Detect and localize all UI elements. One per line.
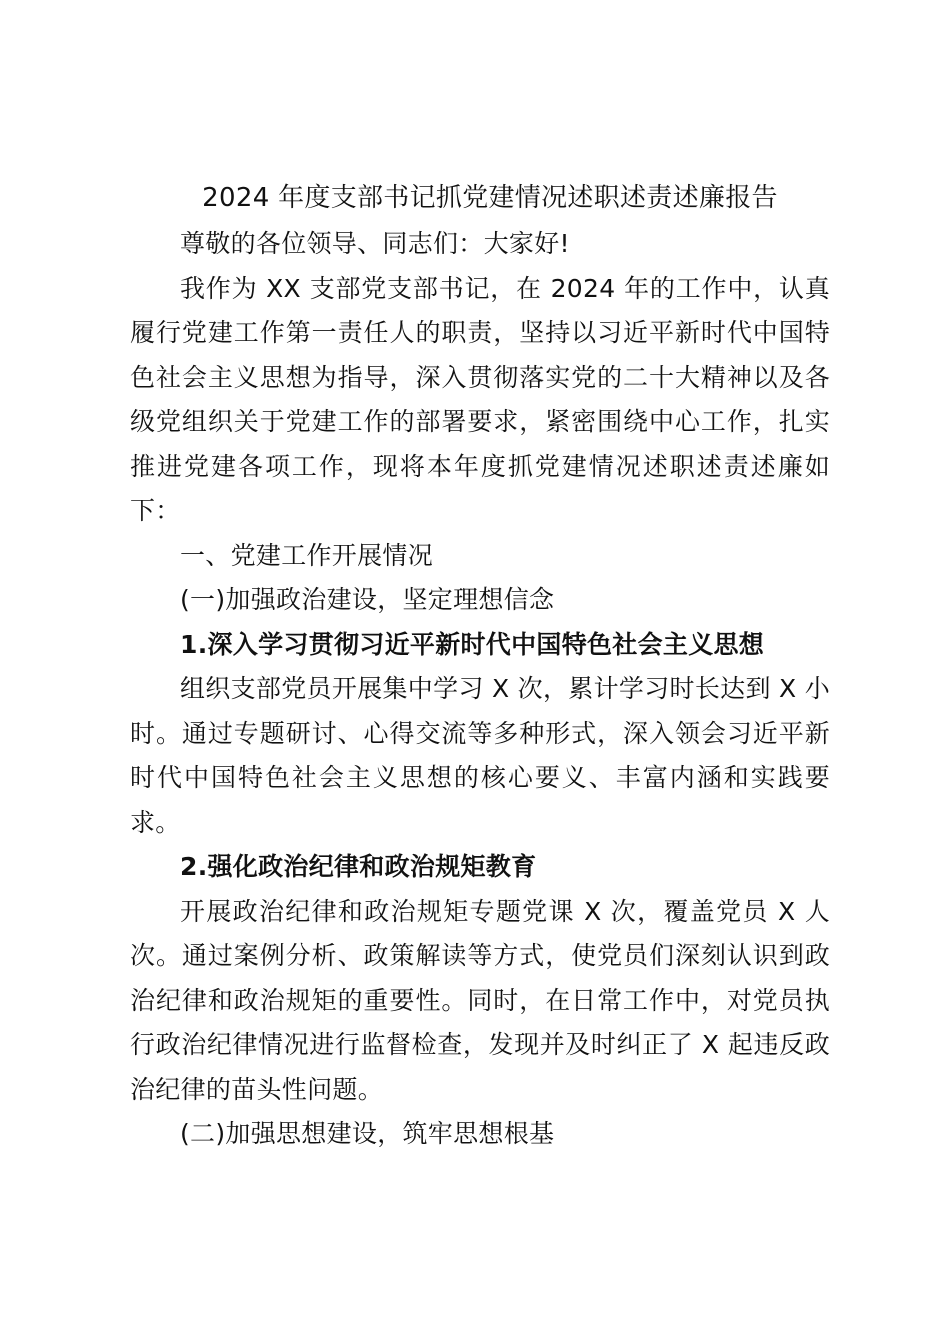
- section-heading-1: 一、党建工作开展情况: [180, 540, 434, 570]
- document-body: [130, 176, 830, 1157]
- subsection-heading-1: (一)加强政治建设，坚定理想信念: [180, 585, 555, 614]
- item-paragraph-1: 组织支部党员开展集中学习 X 次，累计学习时长达到 X 小时。通过专题研讨、心得交流等多种形式，深入领会习近平新时代中国特色社会主义思想的核心要义、丰富内涵和实践要求。: [130, 674, 830, 837]
- document-title: 2024 年度支部书记抓党建情况述职述责述廉报告: [202, 183, 778, 213]
- item-paragraph-2: 开展政治纪律和政治规矩专题党课 X 次，覆盖党员 X 人次。通过案例分析、政策解读等方式，使党员们深刻认识到政治纪律和政治规矩的重要性。同时，在日常工作中，对党员执行政治纪律情况进行监督检查，发现并及时纠正了 X 起违反政治纪律的苗头性问题。: [130, 896, 830, 1104]
- item-heading-2: 2.强化政治纪律和政治规矩教育: [180, 852, 537, 881]
- item-heading-1: 1.深入学习贯彻习近平新时代中国特色社会主义思想: [180, 629, 765, 659]
- subsection-heading-2: (二)加强思想建设，筑牢思想根基: [180, 1119, 555, 1148]
- salutation: 尊敬的各位领导、同志们：大家好!: [180, 229, 570, 258]
- intro-paragraph: 我作为 XX 支部党支部书记，在 2024 年的工作中，认真履行党建工作第一责任人的职责，坚持以习近平新时代中国特色社会主义思想为指导，深入贯彻落实党的二十大精神以及各级党组织关于党建工作的部署要求，紧密围绕中心工作，扎实推进党建各项工作，现将本年度抓党建情况述职述责述廉如下：: [130, 273, 830, 525]
